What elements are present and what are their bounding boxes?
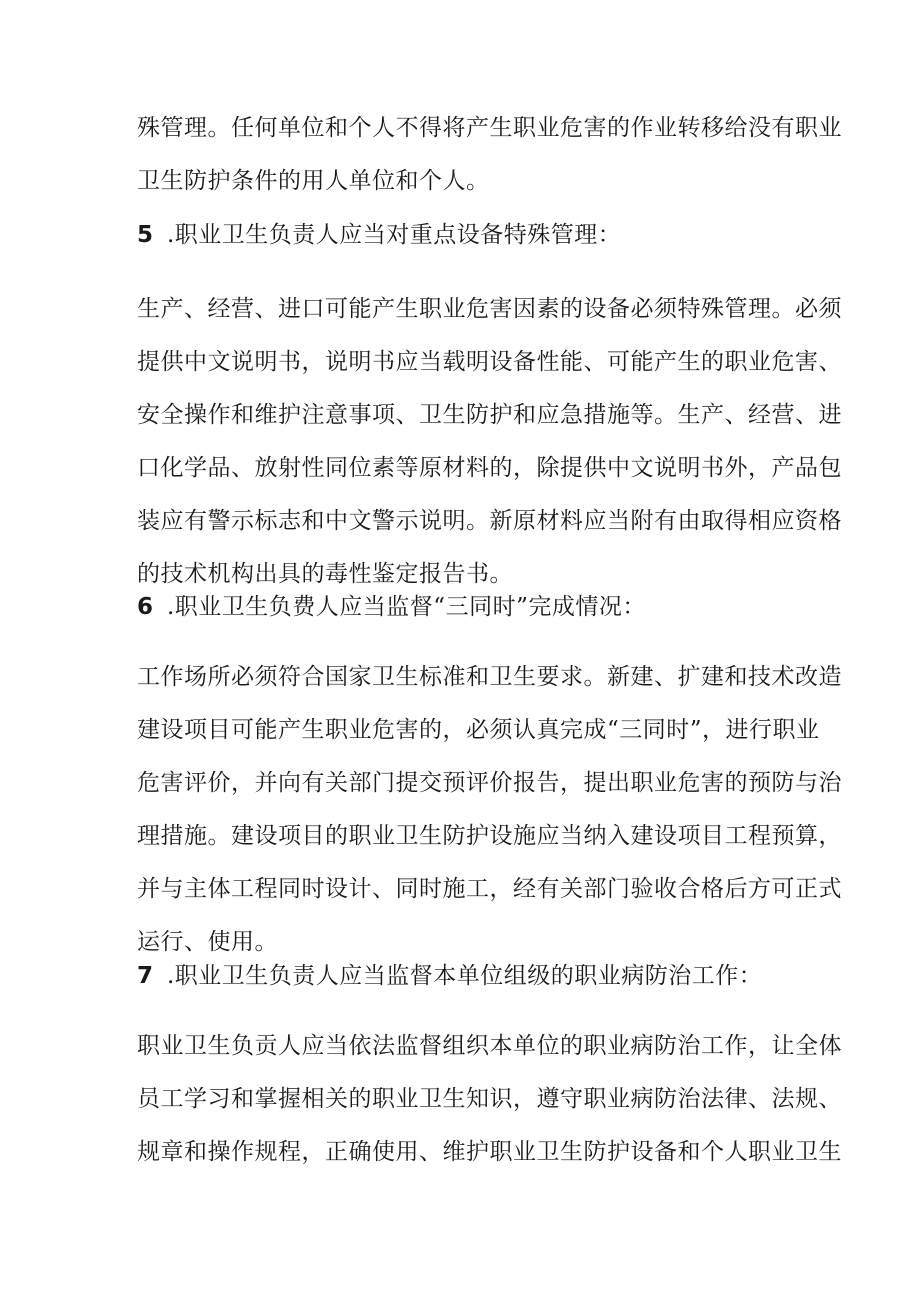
text-line: 装应有警示标志和中文警示说明。新原材料应当附有由取得相应资格: [137, 508, 842, 534]
text-line: 员工学习和掌握相关的职业卫生知识，遵守职业病防治法律、法规、: [137, 1086, 842, 1112]
section-number: 6: [137, 594, 154, 620]
section-number: 7: [137, 963, 154, 989]
text-line: 职业卫生负贡人应当依法监督组织本单位的职业病防治工作，让全体: [137, 1033, 842, 1059]
section-5-heading: [137, 209, 787, 262]
intro-paragraph: [137, 102, 842, 208]
text-line: 的技术机构出具的毒性鉴定报告书。: [137, 561, 513, 587]
section-6-paragraph: [137, 651, 842, 969]
text-line: 理措施。建设项目的职业卫生防护设施应当纳入建设项目工程预算，: [137, 823, 842, 849]
text-line: 卫生防护条件的用人单位和个人。: [137, 168, 490, 194]
section-title: .职业卫生负责人应当监督本单位组级的职业病防治工作：: [167, 963, 763, 989]
text-line: 提供中文说明书，说明书应当载明设备性能、可能产生的职业危害、: [137, 349, 842, 375]
section-7-paragraph: [137, 1020, 842, 1179]
text-line: 口化学品、放射性同位素等原材料的，除提供中文说明书外，产品包: [137, 455, 842, 481]
section-title: .职业卫生负责人应当对重点设备特殊管理：: [167, 222, 622, 248]
text-line: 安全操作和维护注意事项、卫生防护和应急措施等。生产、经营、进: [137, 402, 842, 428]
text-line: 殊管理。任何单位和个人不得将产生职业危害的作业转移给没有职业: [137, 115, 842, 141]
text-line: 运行、使用。: [137, 929, 278, 955]
text-line: 建设项目可能产生职业危害的，必须认真完成“三同时”，进行职业: [137, 717, 820, 743]
section-6-heading: [137, 581, 787, 634]
text-line: 工作场所必须符合国家卫生标准和卫生要求。新建、扩建和技术改造: [137, 664, 842, 690]
section-title: .职业卫生负费人应当监督“三同时”完成情况：: [167, 594, 646, 620]
section-5-paragraph: [137, 283, 842, 601]
section-7-heading: [137, 950, 787, 1003]
section-number: 5: [137, 222, 154, 248]
text-line: 并与主体工程同时设计、同时施工，经有关部门验收合格后方可正式: [137, 876, 842, 902]
text-line: 生产、经营、进口可能产生职业危害因素的设备必须特殊管理。必须: [137, 296, 842, 322]
text-line: 危害评价，并向有关部门提交预评价报告，提出职业危害的预防与治: [137, 770, 842, 796]
text-line: 规章和操作规程，正确使用、维护职业卫生防护设备和个人职业卫生: [137, 1139, 842, 1165]
